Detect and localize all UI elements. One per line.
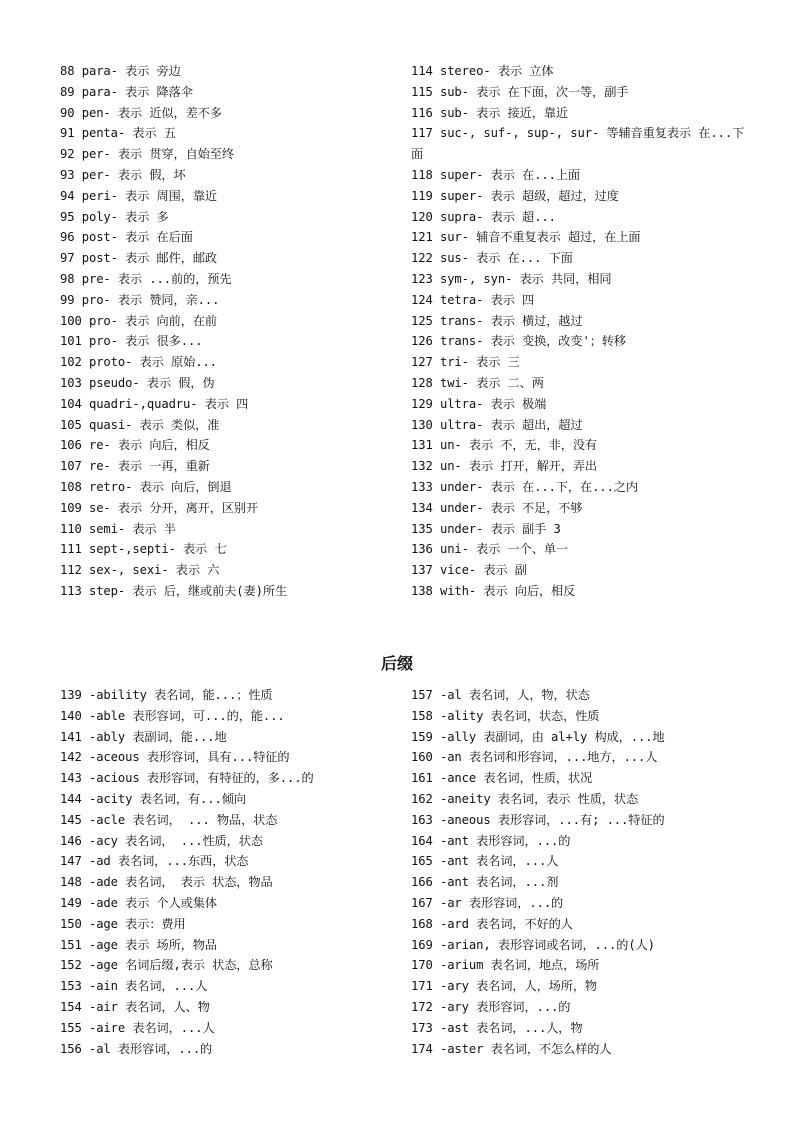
list-item: 105 quasi- 表示 类似，准: [60, 417, 220, 432]
list-item: 125 trans- 表示 横过，越过: [411, 313, 583, 328]
list-item: 139 -ability 表名词，能...；性质: [60, 688, 273, 702]
list-item: 102 proto- 表示 原始...: [60, 355, 217, 370]
list-item: 96 post- 表示 在后面: [60, 230, 193, 245]
list-item: 103 pseudo- 表示 假，伪: [60, 375, 215, 390]
list-item: 97 post- 表示 邮件，邮政: [60, 251, 217, 266]
list-item: 171 -ary 表名词，人，场所，物: [411, 979, 598, 994]
list-item: 162 -aneity 表名词，表示 性质，状态: [411, 791, 639, 806]
list-item: 107 re- 表示 一再，重新: [60, 459, 210, 474]
list-item: 111 sept-,septi- 表示 七: [60, 542, 227, 557]
list-item: 138 with- 表示 向后，相反: [411, 583, 576, 598]
list-item: 123 sym-, syn- 表示 共同，相同: [411, 271, 612, 286]
list-item: 121 sur- 辅音不重复表示 超过，在上面: [411, 230, 641, 245]
list-item: 142 -aceous 表形容词，具有...特征的: [60, 750, 290, 765]
list-item: 152 -age 名词后缀,表示 状态，总称: [60, 958, 273, 973]
list-item: 99 pro- 表示 赞同，亲...: [60, 292, 220, 307]
list-item: 150 -age 表示：费用: [60, 916, 186, 931]
list-item: 132 un- 表示 打开，解开，弄出: [411, 459, 598, 474]
prefix-list-left: [60, 61, 410, 602]
list-item: 151 -age 表示 场所，物品: [60, 937, 217, 952]
list-item: 163 -aneous 表形容词，...有; ...特征的: [411, 812, 665, 827]
list-item: 113 step- 表示 后，继或前夫(妻)所生: [60, 583, 288, 598]
suffix-list-right: [411, 685, 756, 1059]
list-item: 131 un- 表示 不，无，非，没有: [411, 438, 598, 453]
list-item: 88 para- 表示 旁边: [60, 64, 181, 78]
list-item: 141 -ably 表副词，能...地: [60, 729, 227, 744]
list-item: 130 ultra- 表示 超出，超过: [411, 417, 583, 432]
list-item: 133 under- 表示 在...下，在...之内: [411, 479, 638, 494]
list-item: 101 pro- 表示 很多...: [60, 334, 203, 349]
list-item: 94 peri- 表示 周围，靠近: [60, 188, 217, 203]
list-item: 147 -ad 表名词，...东西，状态: [60, 854, 249, 869]
list-item: 135 under- 表示 副手 3: [411, 521, 561, 536]
list-item: 158 -ality 表名词，状态，性质: [411, 708, 600, 723]
list-item: 143 -acious 表形容词，有特征的，多...的: [60, 771, 314, 786]
list-item: 95 poly- 表示 多: [60, 209, 169, 224]
list-item: 100 pro- 表示 向前，在前: [60, 313, 217, 328]
list-item: 119 super- 表示 超级，超过，过度: [411, 188, 619, 203]
list-item: 115 sub- 表示 在下面，次一等，副手: [411, 84, 629, 99]
list-item: 91 penta- 表示 五: [60, 126, 176, 141]
list-item: 145 -acle 表名词， ... 物品，状态: [60, 812, 278, 827]
list-item: 136 uni- 表示 一个、单一: [411, 542, 568, 557]
list-item: 159 -ally 表副词，由 al+ly 构成，...地: [411, 729, 665, 744]
list-item: 155 -aire 表名词，...人: [60, 1020, 215, 1035]
list-item: 154 -air 表名词，人、物: [60, 999, 210, 1014]
list-item: 149 -ade 表示 个人或集体: [60, 895, 217, 910]
list-item: 93 per- 表示 假，坏: [60, 167, 186, 182]
list-item: 117 suc-, suf-, sup-, sur- 等辅音重复表示 在...下面: [411, 126, 745, 162]
list-item: 98 pre- 表示 ...前的，预先: [60, 271, 232, 286]
list-item: 140 -able 表形容词，可...的，能...: [60, 708, 285, 723]
list-item: 172 -ary 表形容词，...的: [411, 999, 571, 1014]
suffix-heading: 后缀: [380, 654, 413, 673]
list-item: 90 pen- 表示 近似，差不多: [60, 105, 222, 120]
list-item: 164 -ant 表形容词，...的: [411, 833, 571, 848]
list-item: 108 retro- 表示 向后，倒退: [60, 479, 232, 494]
list-item: 114 stereo- 表示 立体: [411, 64, 554, 78]
list-item: 112 sex-, sexi- 表示 六: [60, 563, 220, 578]
list-item: 169 -arian, 表形容词或名词，...的(人): [411, 937, 655, 952]
list-item: 173 -ast 表名词，...人，物: [411, 1020, 583, 1035]
list-item: 153 -ain 表名词，...人: [60, 979, 208, 994]
list-item: 110 semi- 表示 半: [60, 521, 176, 536]
list-item: 128 twi- 表示 二、两: [411, 375, 544, 390]
list-item: 92 per- 表示 贯穿，自始至终: [60, 147, 234, 162]
list-item: 124 tetra- 表示 四: [411, 292, 535, 307]
list-item: 170 -arium 表名词，地点，场所: [411, 958, 600, 973]
list-item: 109 se- 表示 分开，离开，区别开: [60, 500, 259, 515]
list-item: 129 ultra- 表示 极端: [411, 396, 547, 411]
list-item: 106 re- 表示 向后，相反: [60, 438, 210, 453]
list-item: 146 -acy 表名词， ...性质，状态: [60, 833, 263, 848]
list-item: 118 super- 表示 在...上面: [411, 167, 581, 182]
list-item: 120 supra- 表示 超...: [411, 209, 556, 224]
list-item: 137 vice- 表示 副: [411, 563, 527, 578]
suffix-list-left: [60, 685, 410, 1059]
list-item: 174 -aster 表名词，不怎么样的人: [411, 1041, 612, 1056]
list-item: 89 para- 表示 降落伞: [60, 84, 193, 99]
list-item: 104 quadri-,quadru- 表示 四: [60, 396, 249, 411]
list-item: 167 -ar 表形容词，...的: [411, 895, 564, 910]
list-item: 127 tri- 表示 三: [411, 355, 520, 370]
list-item: 144 -acity 表名词，有...倾向: [60, 791, 246, 806]
list-item: 168 -ard 表名词，不好的人: [411, 916, 573, 931]
list-item: 126 trans- 表示 变换，改变'；转移: [411, 334, 626, 349]
list-item: 156 -al 表形容词，...的: [60, 1041, 213, 1056]
list-item: 157 -al 表名词，人，物，状态: [411, 688, 590, 702]
list-item: 134 under- 表示 不足，不够: [411, 500, 583, 515]
list-item: 165 -ant 表名词，...人: [411, 854, 559, 869]
list-item: 161 -ance 表名词，性质，状况: [411, 771, 593, 786]
list-item: 116 sub- 表示 接近，靠近: [411, 105, 568, 120]
list-item: 122 sus- 表示 在... 下面: [411, 251, 573, 266]
list-item: 148 -ade 表名词， 表示 状态，物品: [60, 875, 273, 890]
list-item: 166 -ant 表名词，...剂: [411, 875, 559, 890]
prefix-list-right: [411, 61, 756, 602]
list-item: 160 -an 表名词和形容词，...地方，...人: [411, 750, 658, 765]
